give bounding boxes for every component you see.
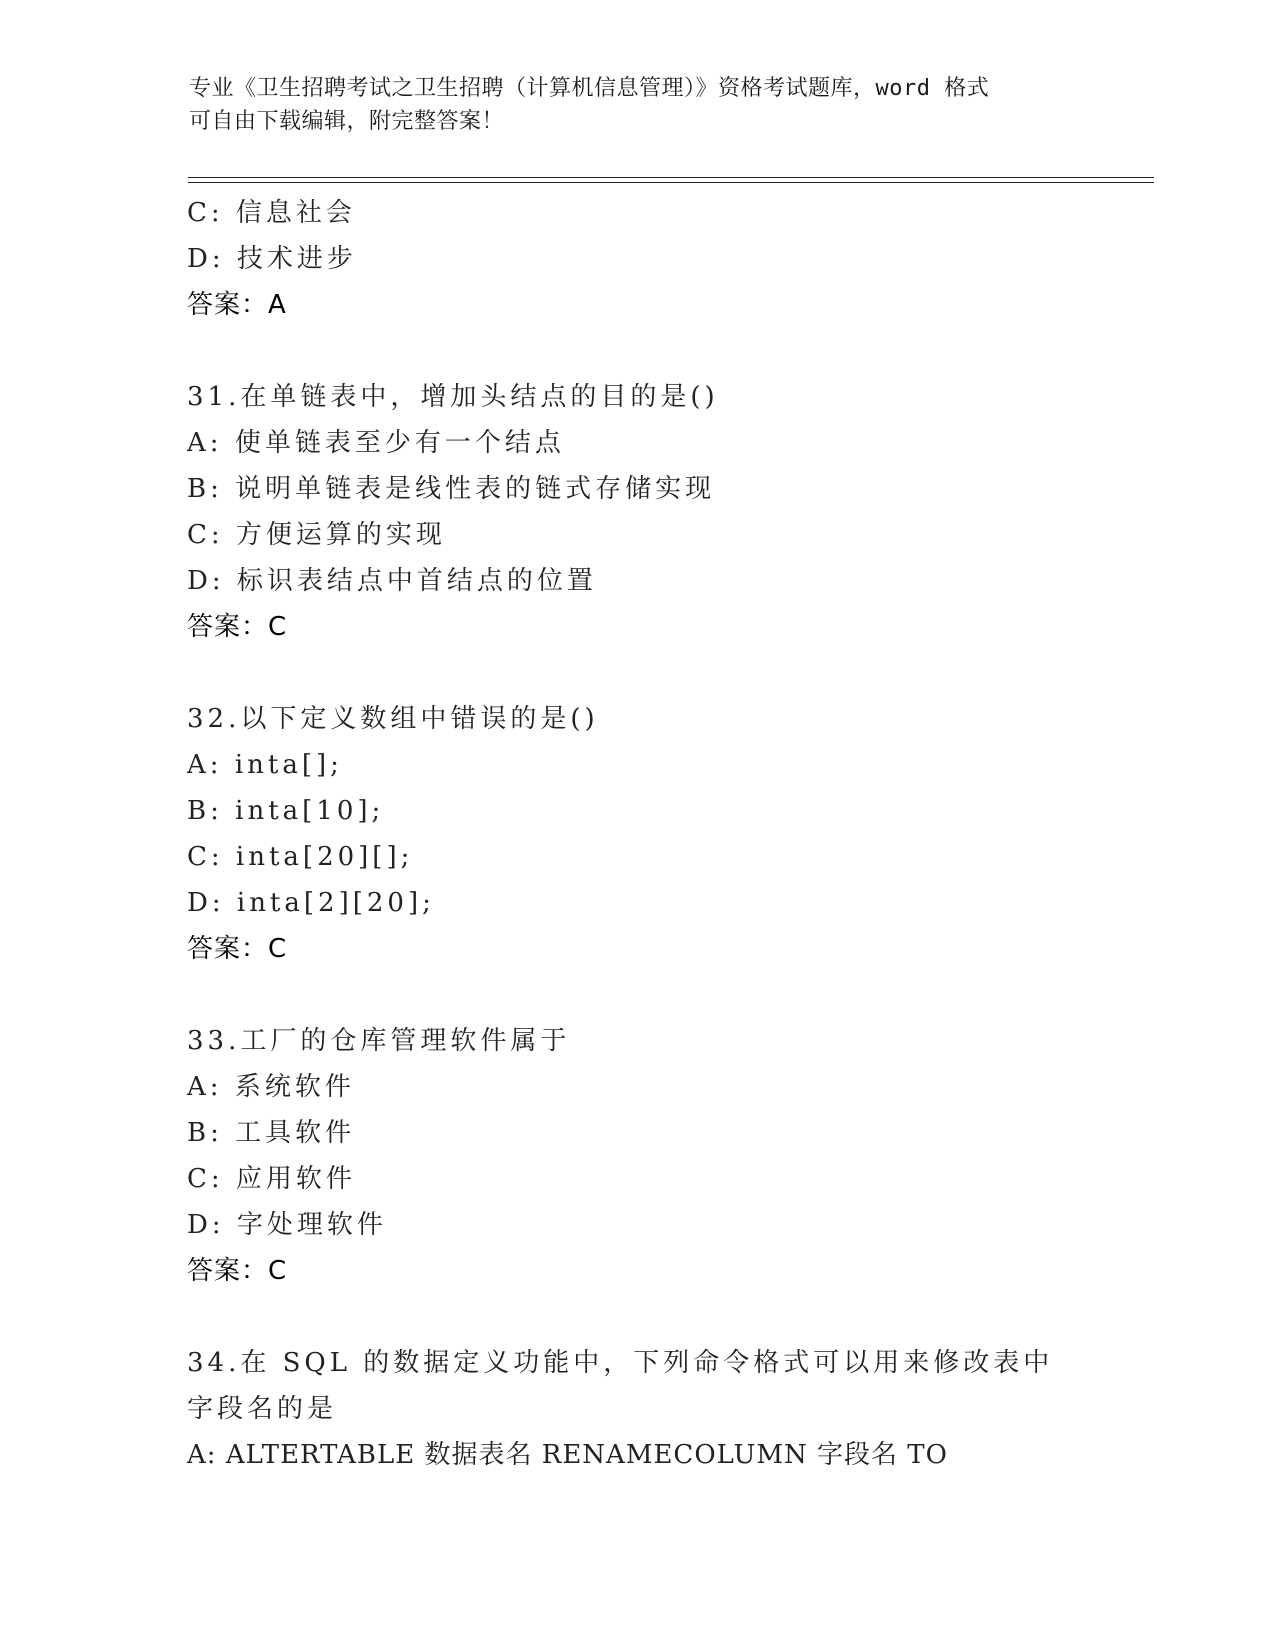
header-divider-top	[188, 177, 1154, 178]
option-c	[187, 1156, 1087, 1202]
option-text: 说明单链表是线性表的链式存储实现	[235, 474, 716, 504]
option-c	[187, 190, 1087, 236]
option-b	[187, 1110, 1087, 1156]
option-c	[187, 512, 1087, 558]
question-31	[187, 374, 1087, 650]
option-text: inta[2][20];	[236, 888, 435, 918]
option-b	[187, 466, 1087, 512]
question-33	[187, 1018, 1087, 1294]
answer-line: 答案：C	[187, 934, 288, 964]
answer-line: 答案：C	[187, 612, 288, 642]
header-line-1: 专业《卫生招聘考试之卫生招聘（计算机信息管理）》资格考试题库，word 格式	[189, 76, 990, 101]
option-label: D:	[187, 566, 225, 596]
option-text: 字处理软件	[236, 1210, 387, 1240]
option-text: 使单链表至少有一个结点	[234, 428, 565, 458]
question-30-continuation	[187, 190, 1087, 328]
option-text: 工具软件	[235, 1118, 356, 1148]
option-label: A:	[187, 750, 223, 780]
question-list	[187, 190, 1087, 1478]
option-a	[187, 420, 1087, 466]
question-title: 31.在单链表中，增加头结点的目的是()	[187, 382, 719, 412]
option-label: D:	[187, 888, 225, 918]
option-a	[187, 1432, 1087, 1478]
option-label: A:	[187, 428, 223, 458]
option-label: B:	[187, 474, 223, 504]
option-d	[187, 236, 1087, 282]
option-d	[187, 558, 1087, 604]
option-text: inta[20][];	[235, 842, 414, 872]
option-label: C:	[187, 198, 224, 228]
answer-line: 答案：C	[187, 1256, 288, 1286]
document-header	[189, 72, 1089, 138]
question-title: 32.以下定义数组中错误的是()	[187, 704, 599, 734]
option-text: 信息社会	[235, 198, 356, 228]
question-34	[187, 1340, 1087, 1478]
option-label: A:	[187, 1072, 223, 1102]
option-label: C:	[187, 1164, 224, 1194]
option-text: 系统软件	[234, 1072, 355, 1102]
option-label: D:	[187, 1210, 225, 1240]
option-label: A:	[187, 1440, 217, 1470]
option-text: inta[10];	[235, 796, 385, 826]
question-32	[187, 696, 1087, 972]
header-line-2: 可自由下载编辑，附完整答案！	[189, 109, 505, 134]
option-text: 应用软件	[235, 1164, 356, 1194]
option-a	[187, 1064, 1087, 1110]
option-text: 方便运算的实现	[235, 520, 446, 550]
question-title: 33.工厂的仓库管理软件属于	[187, 1026, 571, 1056]
option-label: C:	[187, 842, 224, 872]
option-a	[187, 742, 1087, 788]
option-label: C:	[187, 520, 224, 550]
option-label: D:	[187, 244, 225, 274]
option-c	[187, 834, 1087, 880]
option-text: inta[];	[234, 750, 343, 780]
answer-line: 答案：A	[187, 290, 287, 320]
header-divider-bottom	[188, 182, 1154, 183]
option-d	[187, 880, 1087, 926]
option-text: ALTERTABLE 数据表名 RENAMECOLUMN 字段名 TO	[225, 1440, 948, 1470]
option-d	[187, 1202, 1087, 1248]
question-title: 34.在 SQL 的数据定义功能中，下列命令格式可以用来修改表中字段名的是	[187, 1348, 1054, 1424]
option-label: B:	[187, 1118, 223, 1148]
option-label: B:	[187, 796, 223, 826]
option-text: 技术进步	[236, 244, 357, 274]
option-b	[187, 788, 1087, 834]
option-text: 标识表结点中首结点的位置	[236, 566, 597, 596]
